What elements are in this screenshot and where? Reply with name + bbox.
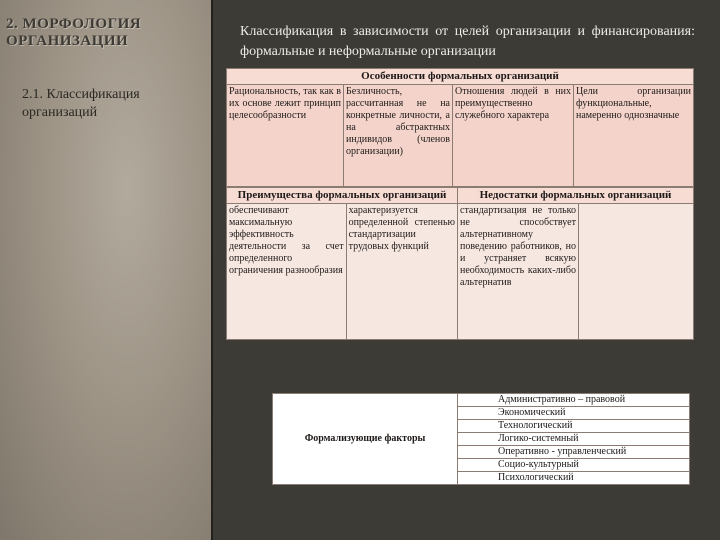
advantages-header: Преимущества формальных организаций [227,188,458,204]
advantages-cell-2: характеризуется определенной степенью стандартизации трудовых функций [346,204,457,340]
content-heading: Классификация в зависимости от целей организации и финансирования: формальные и неформальные организации [240,24,695,59]
features-cell-4: Цели организации функциональные, намеренно однозначные [574,85,694,187]
factor-item: Административно – правовой [458,394,690,407]
disadvantages-cell-1: стандартизация не только не способствует альтернативному поведению работников, но и устраняет всякую необходимость каких-либо альтернатив [458,204,579,340]
factor-item: Технологический [458,420,690,433]
left-panel [0,0,211,540]
factor-item: Социо-культурный [458,459,690,472]
factor-item: Оперативно - управленческий [458,446,690,459]
factor-item: Логико-системный [458,433,690,446]
slide-subtitle: 2.1. Классификация организаций [22,87,140,120]
features-cell-2: Безличность, рассчитанная не на конкретные личности, а на абстрактных индивидов (членов организации) [344,85,453,187]
factor-item: Психологический [458,472,690,485]
features-header: Особенности формальных организаций [227,69,694,85]
features-cell-3: Отношения людей в них преимущественно служебного характера [453,85,574,187]
features-cell-1: Рациональность, так как в их основе лежит принцип целесообразности [227,85,344,187]
disadvantages-cell-2 [579,204,694,340]
factors-table [272,393,690,485]
factors-label: Формализующие факторы [273,394,458,485]
advantages-cell-1: обеспечивают максимальную эффективность деятельности за счет определенного ограничения разнообразия [227,204,347,340]
factor-item: Экономический [458,407,690,420]
pros-cons-table [226,187,694,340]
disadvantages-header: Недостатки формальных организаций [458,188,694,204]
slide-title: 2. МОРФОЛОГИЯ ОРГАНИЗАЦИИ [6,16,142,49]
features-table [226,68,694,187]
